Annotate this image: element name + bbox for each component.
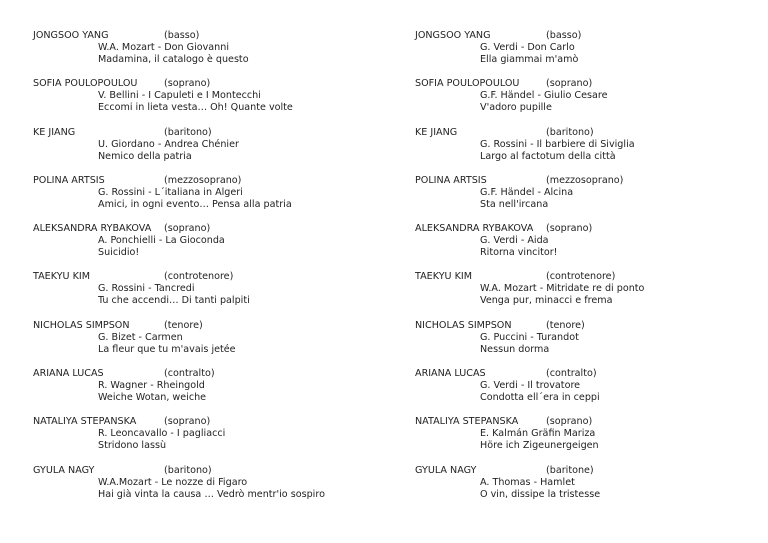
composer-work: R. Wagner - Rheingold: [98, 380, 205, 392]
program-entry: [415, 175, 755, 223]
program-entry: [33, 223, 393, 271]
singer-name: NATALIYA STEPANSKA: [415, 416, 519, 428]
program-entry: [33, 465, 393, 513]
composer-work: U. Giordano - Andrea Chénier: [98, 138, 239, 150]
composer-work: G.F. Händel - Alcina: [480, 186, 574, 198]
aria-title: Hai già vinta la causa … Vedrò mentr'io sospiro: [98, 488, 325, 500]
program-entry: [415, 465, 755, 513]
singer-name: JONGSOO YANG: [33, 30, 109, 41]
singer-name: ARIANA LUCAS: [415, 368, 486, 380]
program-entry: [33, 320, 393, 368]
aria-title: Nessun dorma: [480, 343, 550, 355]
aria-title: Ritorna vincitor!: [480, 247, 558, 259]
singer-name: NICHOLAS SIMPSON: [415, 319, 512, 331]
composer-work: E. Kalmán Gräfin Mariza: [480, 428, 596, 440]
aria-title: Ella giammai m'amò: [480, 54, 579, 65]
singer-name: NICHOLAS SIMPSON: [33, 319, 130, 331]
aria-title: Condotta ell´era in ceppi: [480, 392, 600, 404]
aria-title: V'adoro pupille: [480, 102, 552, 114]
composer-work: A. Ponchielli - La Gioconda: [98, 235, 225, 247]
singer-name: GYULA NAGY: [33, 464, 95, 476]
voice-type: (soprano): [546, 78, 593, 90]
voice-type: (controtenore): [546, 271, 616, 283]
aria-title: Madamina, il catalogo è questo: [98, 54, 249, 65]
composer-work: G. Puccini - Turandot: [480, 331, 579, 343]
singer-name: ARIANA LUCAS: [33, 368, 104, 380]
voice-type: (soprano): [546, 416, 593, 428]
voice-type: (mezzosoprano): [546, 174, 624, 186]
program-entry: [33, 271, 393, 319]
singer-name: POLINA ARTSIS: [415, 174, 487, 186]
singer-name: KE JIANG: [33, 126, 76, 138]
program-entry: [415, 223, 755, 271]
singer-name: SOFIA POULOPOULOU: [415, 78, 520, 90]
aria-title: O vin, dissipe la tristesse: [480, 488, 601, 500]
program-entry: [33, 175, 393, 223]
aria-title: Venga pur, minacci e frema: [480, 295, 613, 307]
program-entry: [33, 416, 393, 464]
voice-type: (baritono): [164, 464, 212, 476]
voice-type: (controtenore): [164, 271, 234, 283]
composer-work: G. Bizet - Carmen: [98, 331, 183, 343]
aria-title: Höre ich Zigeunergeigen: [480, 440, 599, 452]
voice-type: (soprano): [164, 78, 211, 90]
composer-work: W.A.Mozart - Le nozze di Figaro: [98, 476, 248, 488]
left-column: [33, 30, 393, 513]
voice-type: (mezzosoprano): [164, 174, 242, 186]
voice-type: (soprano): [164, 223, 211, 235]
composer-work: R. Leoncavallo - I pagliacci: [98, 428, 226, 440]
composer-work: G. Verdi - Il trovatore: [480, 380, 581, 392]
singer-name: JONGSOO YANG: [415, 30, 491, 41]
voice-type: (baritono): [164, 126, 212, 138]
singer-name: GYULA NAGY: [415, 464, 477, 476]
singer-name: ALEKSANDRA RYBAKOVA: [33, 223, 152, 235]
composer-work: V. Bellini - I Capuleti e I Montecchi: [98, 90, 261, 102]
voice-type: (baritone): [546, 464, 594, 476]
voice-type: (basso): [546, 30, 582, 41]
aria-title: Sta nell'ircana: [480, 198, 549, 210]
program-entry: [415, 30, 755, 78]
composer-work: G. Rossini - Tancredi: [98, 283, 195, 295]
composer-work: W.A. Mozart - Don Giovanni: [98, 42, 229, 53]
voice-type: (soprano): [164, 416, 211, 428]
program-entry: [33, 78, 393, 126]
singer-name: TAEKYU KIM: [33, 271, 91, 283]
program-entry: [415, 127, 755, 175]
composer-work: G. Rossini - Il barbiere di Siviglia: [480, 138, 635, 150]
voice-type: (contralto): [546, 368, 597, 380]
voice-type: (tenore): [164, 319, 203, 331]
singer-name: SOFIA POULOPOULOU: [33, 78, 138, 90]
voice-type: (contralto): [164, 368, 215, 380]
aria-title: Eccomi in lieta vesta… Oh! Quante volte: [98, 102, 293, 114]
composer-work: G. Rossini - L´italiana in Algeri: [98, 186, 243, 198]
program-entry: [33, 127, 393, 175]
composer-work: G. Verdi - Aida: [480, 235, 549, 247]
voice-type: (baritono): [546, 126, 594, 138]
aria-title: Largo al factotum della città: [480, 150, 616, 162]
program-entry: [415, 78, 755, 126]
right-column: [415, 30, 755, 513]
program-entry: [415, 368, 755, 416]
singer-name: TAEKYU KIM: [415, 271, 473, 283]
aria-title: Suicidio!: [98, 247, 140, 259]
program-entry: [33, 30, 393, 78]
composer-work: G. Verdi - Don Carlo: [480, 42, 575, 53]
voice-type: (tenore): [546, 319, 585, 331]
singer-name: KE JIANG: [415, 126, 458, 138]
program-entry: [415, 416, 755, 464]
program-entry: [415, 320, 755, 368]
composer-work: W.A. Mozart - Mitridate re di ponto: [480, 283, 645, 295]
composer-work: G.F. Händel - Giulio Cesare: [480, 90, 608, 102]
composer-work: A. Thomas - Hamlet: [480, 476, 575, 488]
voice-type: (basso): [164, 30, 200, 41]
program-entry: [415, 271, 755, 319]
singer-name: NATALIYA STEPANSKA: [33, 416, 137, 428]
aria-title: La fleur que tu m'avais jetée: [98, 343, 236, 355]
voice-type: (soprano): [546, 223, 593, 235]
aria-title: Weiche Wotan, weiche: [98, 392, 207, 404]
aria-title: Stridono lassù: [98, 440, 167, 452]
aria-title: Amici, in ogni evento… Pensa alla patria: [98, 198, 292, 210]
aria-title: Nemico della patria: [98, 150, 192, 162]
program-entry: [33, 368, 393, 416]
singer-name: ALEKSANDRA RYBAKOVA: [415, 223, 534, 235]
singer-name: POLINA ARTSIS: [33, 174, 105, 186]
aria-title: Tu che accendi… Di tanti palpiti: [98, 295, 250, 307]
